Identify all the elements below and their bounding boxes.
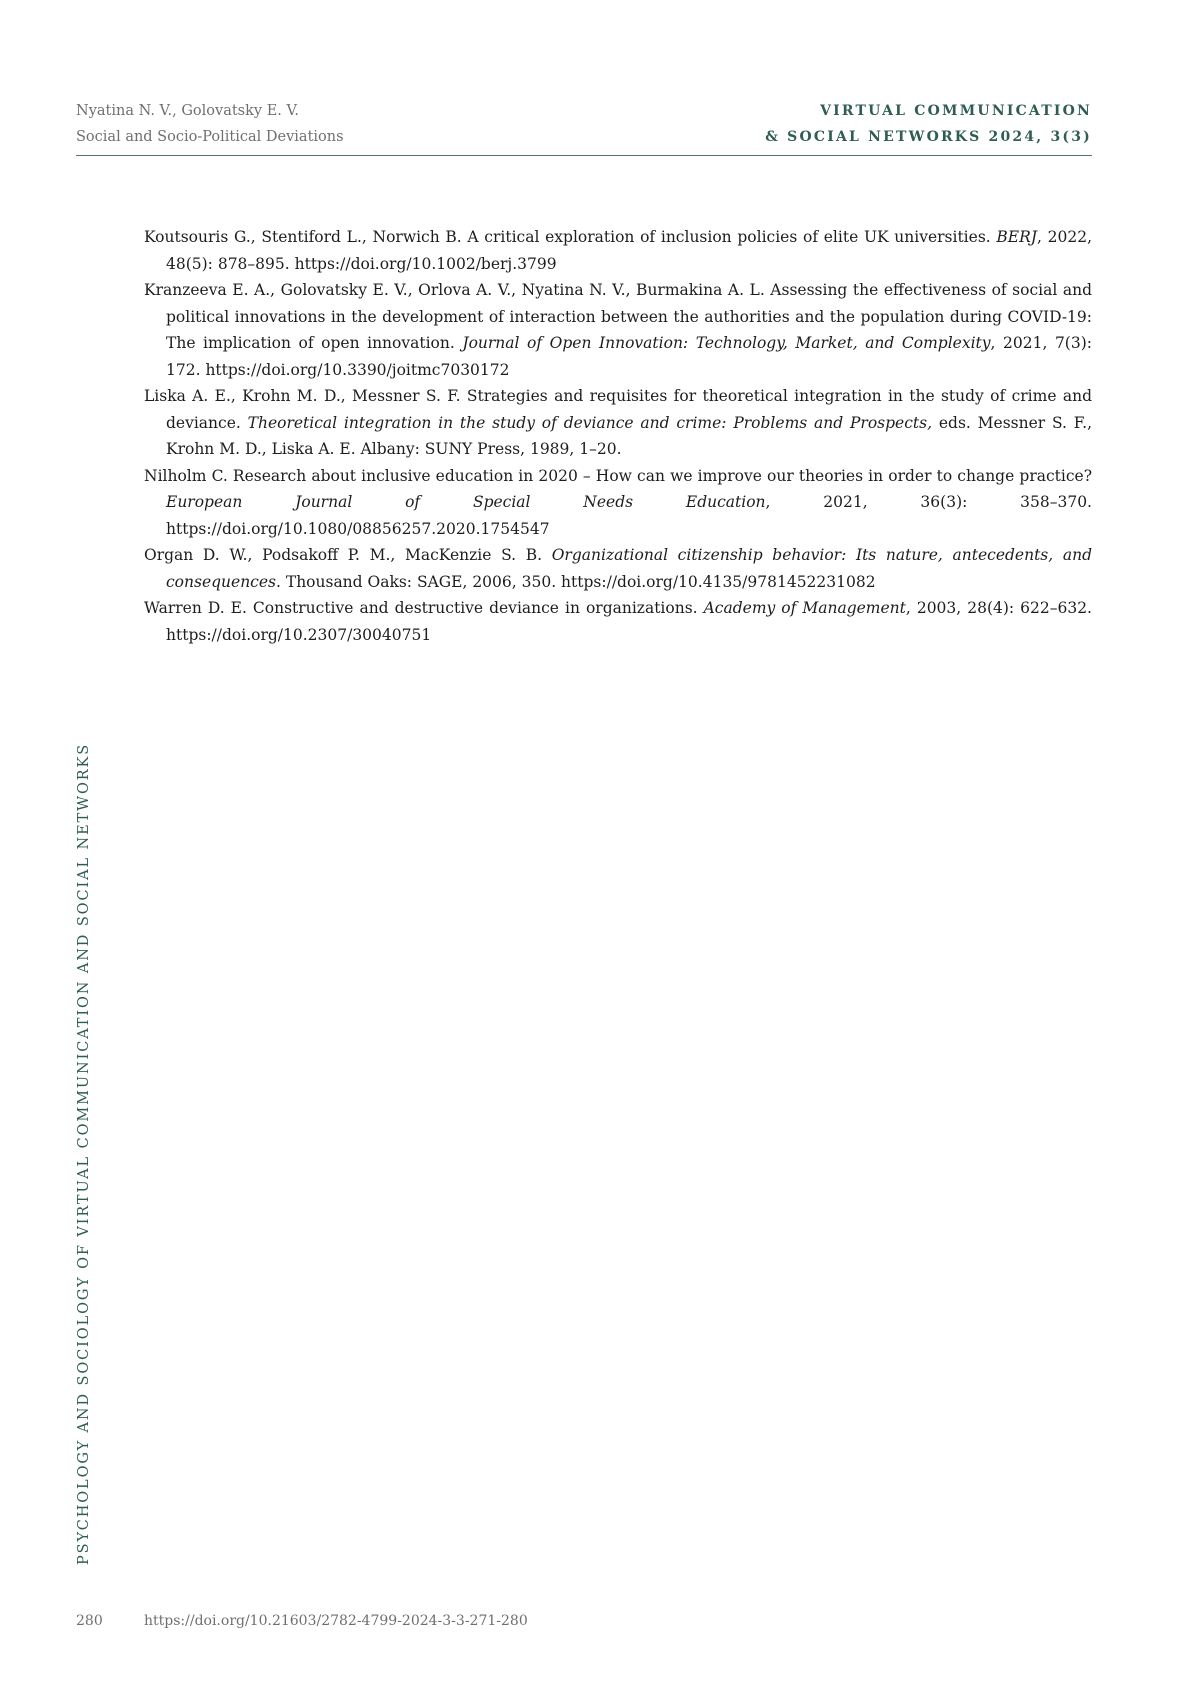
reference-details: eds. Messner S. F., Krohn M. D., Liska A. E. Albany: SUNY Press, 1989, 1–20. [166,413,1093,458]
reference-text: Liska A. E., Krohn M. D., Messner S. F. Strategies and requisites for theoretical integration in the study of crime and deviance. [144,387,1092,432]
reference-details: , 2021, 7(3): 172. https://doi.org/10.3390/joitmc7030172 [166,334,1092,379]
header-article-title: Social and Socio-Political Deviations [76,129,344,145]
header-divider [76,155,1092,156]
reference-source-italic: Organizational citizenship behavior: Its nature, antecedents, and consequences [166,546,1092,591]
reference-details: , 2021, 36(3): 358–370. https://doi.org/10.1080/08856257.2020.1754547 [166,493,1092,538]
reference-item [144,542,1092,595]
reference-text: Warren D. E. Constructive and destructive deviance in organizations. [144,599,704,617]
page-footer [76,1611,528,1631]
header-authors: Nyatina N. V., Golovatsky E. V. [76,103,300,119]
reference-details: , 2022, 48(5): 878–895. https://doi.org/10.1002/berj.3799 [166,228,1092,273]
reference-item [144,595,1092,648]
reference-source-italic: Journal of Open Innovation: Technology, Market, and Complexity [462,334,991,352]
reference-item [144,277,1092,383]
header-journal-line-2: & SOCIAL NETWORKS 2024, 3(3) [765,129,1092,145]
reference-item [144,224,1092,277]
reference-text: Nilholm C. Research about inclusive education in 2020 – How can we improve our theories in order to change practice? [144,466,1092,485]
page-number: 280 [76,1613,103,1629]
reference-source-italic: BERJ [996,228,1037,246]
reference-details: . Thousand Oaks: SAGE, 2006, 350. https://doi.org/10.4135/9781452231082 [276,572,876,591]
reference-item [144,463,1092,543]
footer-doi-link[interactable]: https://doi.org/10.21603/2782-4799-2024-3-3-271-280 [144,1613,528,1629]
header-journal-line-1: VIRTUAL COMMUNICATION [820,103,1092,119]
reference-details: , 2003, 28(4): 622–632. https://doi.org/10.2307/30040751 [166,599,1092,644]
running-header-right [765,98,1092,150]
reference-list [144,224,1092,648]
running-header-left [76,98,344,150]
reference-item [144,383,1092,463]
reference-text: Koutsouris G., Stentiford L., Norwich B. A critical exploration of inclusion policies of elite UK universities. [144,228,997,246]
vertical-journal-title: PSYCHOLOGY AND SOCIOLOGY OF VIRTUAL COMMUNICATION AND SOCIAL NETWORKS [76,742,92,1565]
reference-text: Organ D. W., Podsakoff P. M., MacKenzie S. B. [144,546,552,564]
reference-text: Kranzeeva E. A., Golovatsky E. V., Orlova A. V., Nyatina N. V., Burmakina A. L. Assessing the effectiveness of social and political innovations in the development of interaction between the authorities and the population during COVID-19: The implication of open innovation. [144,281,1092,352]
reference-source-italic: European Journal of Special Needs Education [166,493,766,511]
reference-source-italic: Theoretical integration in the study of deviance and crime: Problems and Prospects, [247,413,933,432]
reference-source-italic: Academy of Management [703,599,906,617]
